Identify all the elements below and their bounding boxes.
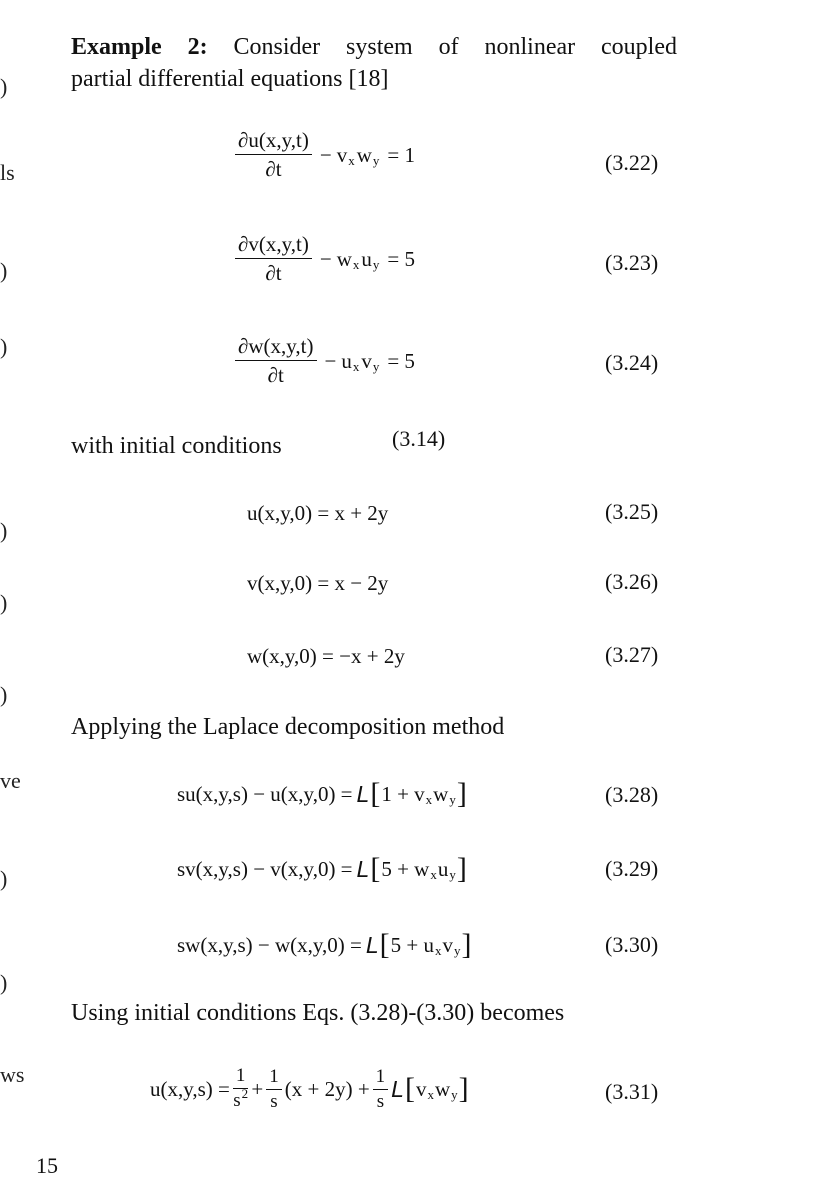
equation-3-25: u(x,y,0) = x + 2y — [247, 501, 389, 525]
equation-number-3-30: (3.30) — [605, 932, 659, 957]
equation-3-22: $\frac{\partial u(x,y,t)}{\partial t}$ − v x w y = 1 — [232, 128, 415, 181]
using-text: Using initial conditions Eqs. (3.28)-(3.30) becomes — [71, 1000, 565, 1026]
margin-fragment: ) — [0, 590, 8, 615]
equation-3-31: u(x,y,s) = $\frac{1}{s^2}$ + $\frac{1}{s}$ (x + 2y) + $\frac{1}{s}$ L [ v x w y ] — [150, 1065, 469, 1112]
margin-fragment: ) — [0, 866, 8, 891]
example-label: Example 2: — [71, 34, 208, 60]
margin-fragment: ) — [0, 682, 8, 707]
equation-3-26: v(x,y,0) = x − 2y — [247, 571, 389, 595]
equation-3-27: w(x,y,0) = −x + 2y — [247, 644, 405, 668]
equation-number-3-22: (3.22) — [605, 150, 659, 175]
margin-fragment: ) — [0, 518, 8, 543]
applying-text: Applying the Laplace decomposition method — [71, 714, 505, 740]
initial-conditions-text: with initial conditions — [71, 433, 282, 459]
margin-fragment: ) — [0, 258, 8, 283]
equation-number-3-23: (3.23) — [605, 250, 659, 275]
example-paragraph-line2: partial differential equations [18] — [71, 66, 389, 92]
margin-fragment: ) — [0, 334, 8, 359]
equation-number-3-29: (3.29) — [605, 856, 659, 881]
example-text: Consider system of nonlinear coupled — [233, 34, 677, 60]
margin-fragment: ) — [0, 970, 8, 995]
equation-3-28: su(x,y,s) − u(x,y,0) = L [ 1 + v x w y ] — [177, 777, 467, 810]
equation-number-3-28: (3.28) — [605, 782, 659, 807]
equation-3-30: sw(x,y,s) − w(x,y,0) = L [ 5 + u x v y ] — [177, 928, 472, 961]
equation-number-3-26: (3.26) — [605, 569, 659, 594]
margin-fragment: ) — [0, 74, 8, 99]
margin-fragment: ls — [0, 160, 15, 185]
equation-3-29: sv(x,y,s) − v(x,y,0) = L [ 5 + w x u y ] — [177, 852, 467, 885]
example-paragraph-line1 — [71, 31, 677, 63]
page-number: 15 — [36, 1153, 58, 1178]
equation-number-3-31: (3.31) — [605, 1079, 659, 1104]
initial-conditions-ref: (3.14) — [392, 426, 446, 451]
equation-number-3-25: (3.25) — [605, 499, 659, 524]
equation-3-23: $\frac{\partial v(x,y,t)}{\partial t}$ − w x u y = 5 — [232, 232, 415, 285]
equation-number-3-27: (3.27) — [605, 642, 659, 667]
margin-fragment: ve — [0, 768, 21, 793]
equation-3-24: $\frac{\partial w(x,y,t)}{\partial t}$ − u x v y = 5 — [232, 334, 415, 387]
equation-number-3-24: (3.24) — [605, 350, 659, 375]
margin-fragment: ws — [0, 1062, 25, 1087]
